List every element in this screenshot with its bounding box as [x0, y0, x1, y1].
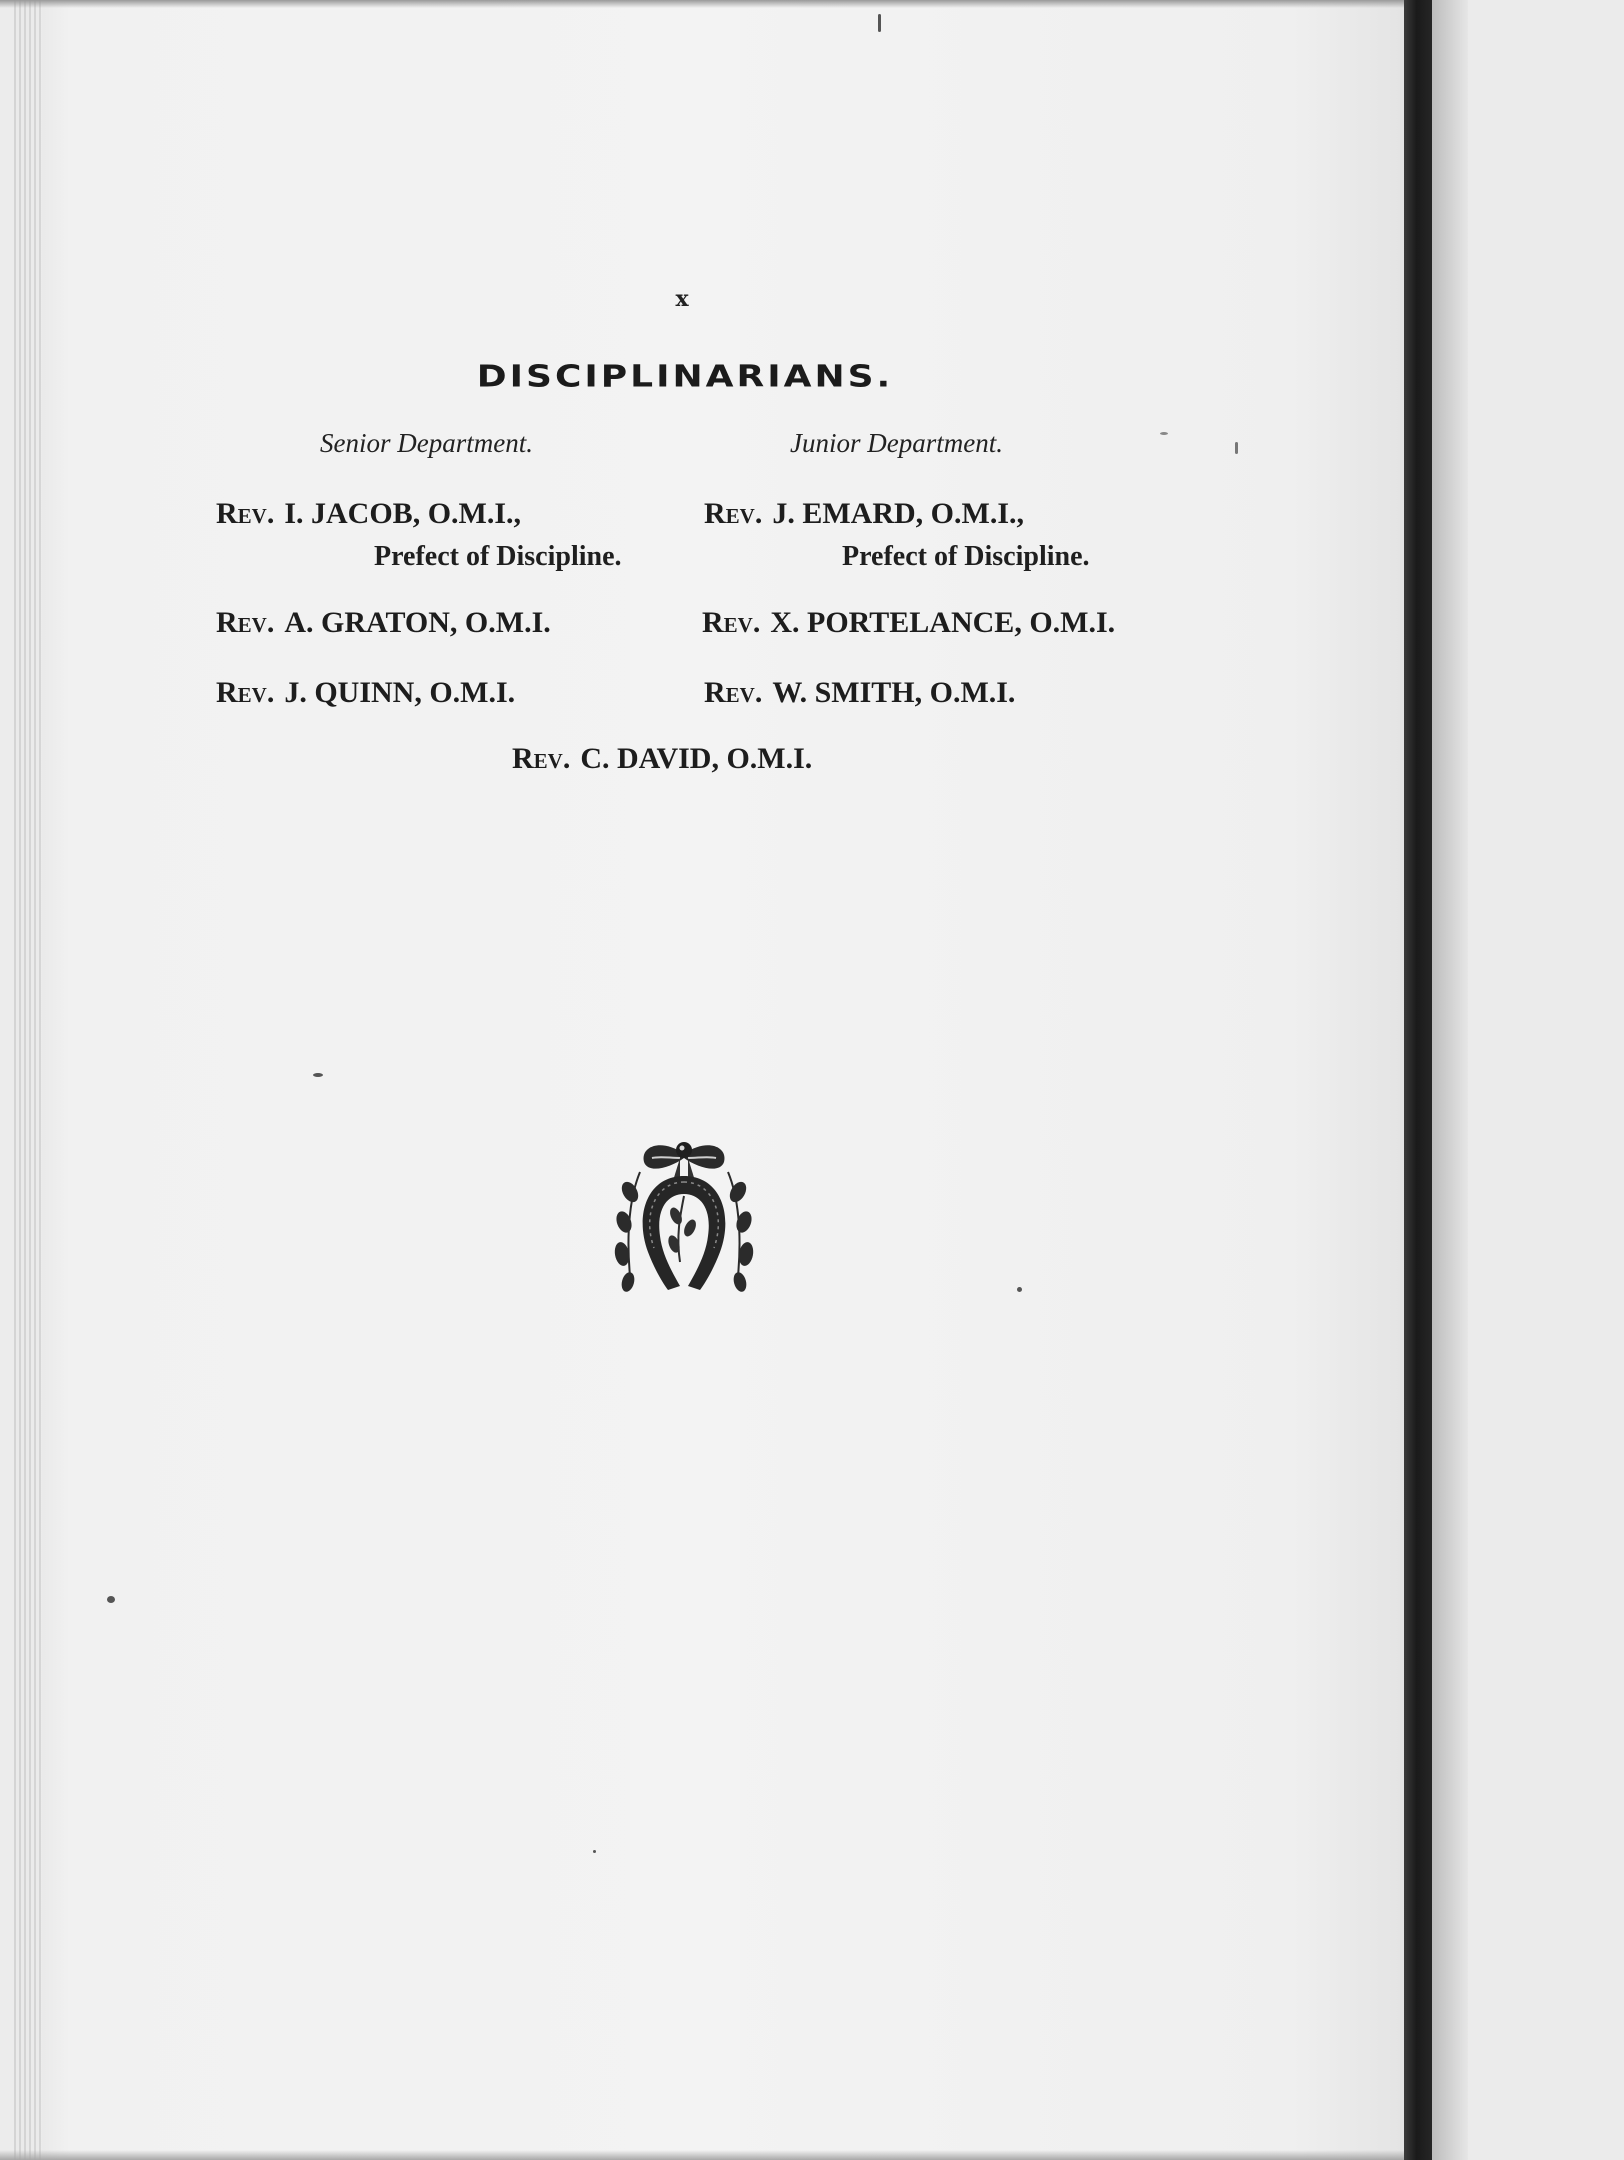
rev-title: Rev. — [512, 742, 571, 775]
rev-title: Rev. — [704, 497, 763, 530]
rev-title: Rev. — [216, 606, 275, 639]
senior-entry-3 — [216, 676, 515, 710]
senior-entry-1 — [216, 497, 521, 531]
page-edges — [14, 0, 42, 2160]
entry-name: C. DAVID, O.M.I. — [580, 742, 813, 775]
entry-name: A. GRATON, O.M.I. — [284, 606, 551, 639]
senior-department-label: Senior Department. — [320, 428, 533, 458]
rev-title: Rev. — [702, 606, 761, 639]
horseshoe-bow-icon — [600, 1136, 768, 1304]
entry-name: X. PORTELANCE, O.M.I. — [770, 606, 1116, 639]
entry-name: I. JACOB, O.M.I., — [284, 497, 522, 530]
senior-entry-2 — [216, 606, 551, 640]
page-number: x — [675, 286, 689, 312]
junior-entry-1-role: Prefect of Discipline. — [842, 541, 1090, 572]
left-page — [14, 0, 1404, 2160]
scan-speck — [1160, 432, 1168, 435]
entry-name: J. EMARD, O.M.I., — [772, 497, 1024, 530]
senior-entry-1-role: Prefect of Discipline. — [374, 541, 622, 572]
rev-title: Rev. — [704, 676, 763, 709]
rev-title: Rev. — [216, 676, 275, 709]
scan-speck — [878, 14, 881, 32]
scan-speck — [1017, 1287, 1022, 1292]
entry-name: W. SMITH, O.M.I. — [772, 676, 1016, 709]
page-heading: DISCIPLINARIANS. — [476, 359, 894, 394]
right-page-edge — [1468, 0, 1624, 2160]
book-spine — [1404, 0, 1432, 2160]
bottom-shadow — [0, 2150, 1404, 2160]
junior-entry-1 — [704, 497, 1024, 531]
scan-speck — [1235, 442, 1238, 454]
scan-speck — [313, 1073, 323, 1077]
scan-speck — [107, 1596, 115, 1603]
scan-speck — [593, 1850, 596, 1853]
spine-gutter — [1432, 0, 1468, 2160]
entry-name: J. QUINN, O.M.I. — [284, 676, 516, 709]
rev-title: Rev. — [216, 497, 275, 530]
junior-entry-3 — [704, 676, 1015, 710]
top-shadow — [0, 0, 1404, 8]
junior-entry-2 — [702, 606, 1115, 640]
junior-department-label: Junior Department. — [790, 428, 1003, 458]
shared-entry — [512, 742, 812, 776]
